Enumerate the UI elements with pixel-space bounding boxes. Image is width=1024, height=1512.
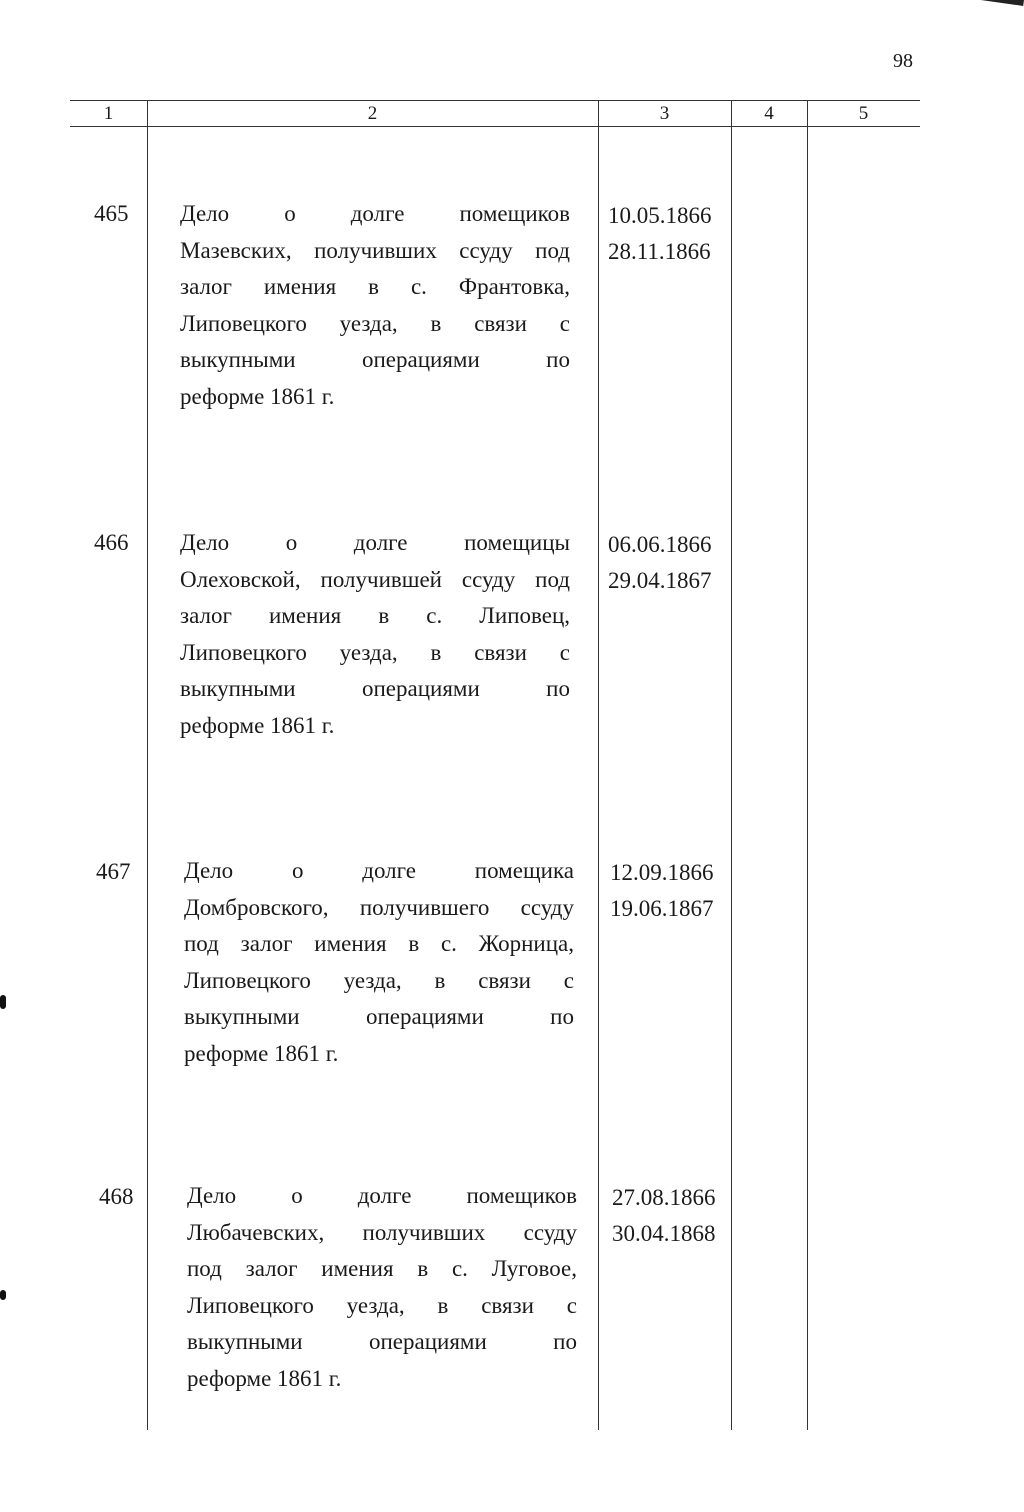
- description-line: залог имения в с. Франтовка,: [180, 274, 570, 299]
- description-line: Дело о долге помещиков: [180, 201, 570, 226]
- description-line: Дело о долге помещицы: [180, 530, 570, 555]
- record-number: 465: [94, 201, 129, 226]
- record-description: [187, 1178, 577, 1397]
- description-line: реформе 1861 г.: [180, 383, 335, 409]
- description-line: Липовецкого уезда, в связи с: [184, 967, 574, 993]
- date-end: 30.04.1868: [612, 1221, 716, 1246]
- description-line: выкупными операциями по: [180, 347, 570, 372]
- date-start: 06.06.1866: [608, 532, 712, 557]
- description-line: выкупными операциями по: [187, 1329, 577, 1354]
- description-line: Липовецкого уезда, в связи с: [180, 639, 570, 665]
- column-header-2: 2: [367, 103, 378, 124]
- record-description: [184, 853, 574, 1072]
- record-dates: [608, 527, 728, 599]
- description-line: выкупными операциями по: [180, 676, 570, 701]
- description-line: реформе 1861 г.: [180, 712, 335, 738]
- record-dates: [610, 855, 730, 927]
- record-number: 466: [94, 530, 129, 555]
- record-number: 467: [96, 859, 131, 884]
- description-line: Дело о долге помещика: [184, 858, 574, 883]
- scan-hole-mark: [0, 995, 6, 1009]
- date-end: 29.04.1867: [608, 568, 712, 593]
- description-line: Любачевских, получивших ссуду: [187, 1219, 577, 1245]
- description-line: под залог имения в с. Луговое,: [187, 1256, 577, 1281]
- record-dates: [612, 1180, 732, 1252]
- date-start: 27.08.1866: [612, 1185, 716, 1210]
- description-line: реформе 1861 г.: [184, 1040, 339, 1066]
- page-number: 98: [893, 50, 913, 72]
- record-description: [180, 196, 570, 415]
- date-end: 19.06.1867: [610, 896, 714, 921]
- column-divider: [807, 100, 808, 1430]
- date-end: 28.11.1866: [608, 239, 711, 264]
- table-header-rule: [70, 126, 920, 127]
- column-header-5: 5: [858, 103, 869, 124]
- description-line: Домбровского, получившего ссуду: [184, 894, 574, 920]
- record-description: [180, 525, 570, 744]
- column-header-3: 3: [659, 103, 670, 124]
- description-line: Дело о долге помещиков: [187, 1183, 577, 1208]
- column-divider: [598, 100, 599, 1430]
- scan-hole-mark: [0, 1290, 6, 1300]
- description-line: реформе 1861 г.: [187, 1365, 342, 1391]
- description-line: под залог имения в с. Жорница,: [184, 931, 574, 956]
- description-line: Липовецкого уезда, в связи с: [180, 310, 570, 336]
- date-start: 10.05.1866: [608, 203, 712, 228]
- description-line: выкупными операциями по: [184, 1004, 574, 1029]
- date-start: 12.09.1866: [610, 860, 714, 885]
- record-dates: [608, 198, 728, 270]
- column-header-4: 4: [764, 103, 774, 124]
- column-header-1: 1: [103, 103, 114, 124]
- table-top-rule: [70, 100, 920, 101]
- record-number: 468: [99, 1184, 134, 1209]
- description-line: Олеховской, получившей ссуду под: [180, 566, 570, 592]
- description-line: залог имения в с. Липовец,: [180, 603, 570, 628]
- description-line: Липовецкого уезда, в связи с: [187, 1292, 577, 1318]
- description-line: Мазевских, получивших ссуду под: [180, 237, 570, 263]
- scan-edge-mark: [941, 0, 1024, 28]
- column-divider: [147, 100, 148, 1430]
